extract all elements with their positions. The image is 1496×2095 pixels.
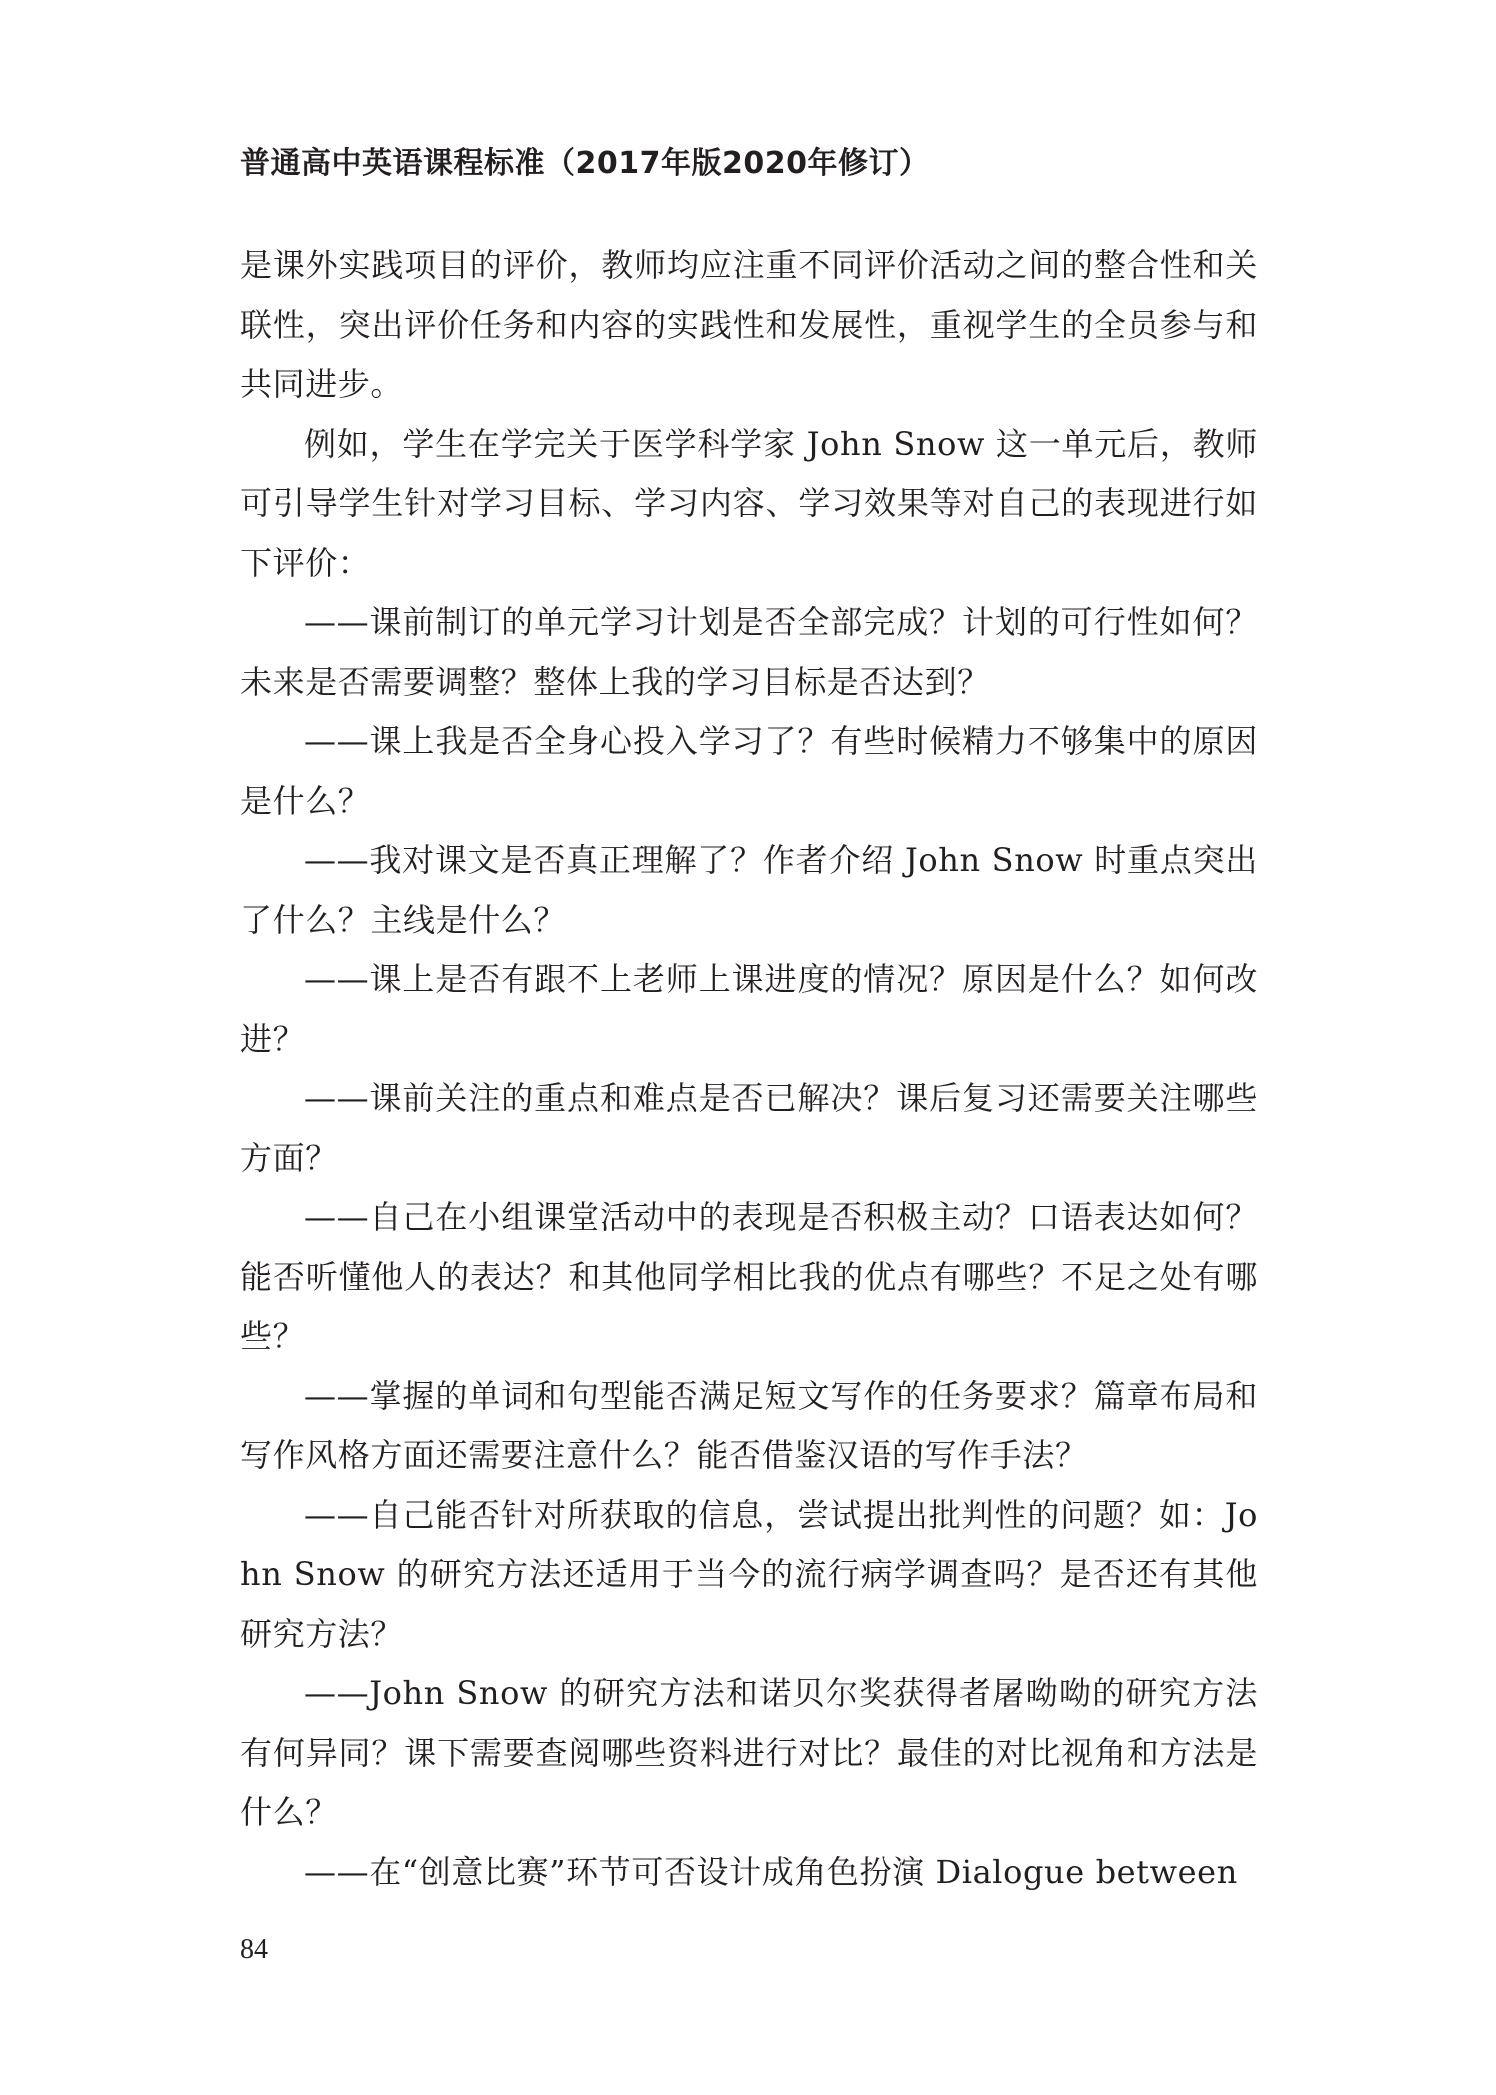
paragraph: 例如，学生在学完关于医学科学家 John Snow 这一单元后，教师可引导学生针对学习目标、学习内容、学习效果等对自己的表现进行如下评价：: [240, 424, 1258, 582]
running-header: 普通高中英语课程标准（2017年版2020年修订）: [240, 146, 930, 181]
paragraph: 是课外实践项目的评价，教师均应注重不同评价活动之间的整合性和关联性，突出评价任务和内容的实践性和发展性，重视学生的全员参与和共同进步。: [240, 246, 1258, 403]
question-item: ——掌握的单词和句型能否满足短文写作的任务要求？篇章布局和写作风格方面还需要注意什么？能否借鉴汉语的写作手法？: [240, 1376, 1258, 1474]
question-item: ——课前制订的单元学习计划是否全部完成？计划的可行性如何？未来是否需要调整？整体上我的学习目标是否达到？: [240, 603, 1258, 701]
question-item: ——在“创意比赛”环节可否设计成角色扮演 Dialogue between: [304, 1852, 1238, 1891]
question-item: ——课前关注的重点和难点是否已解决？课后复习还需要关注哪些方面？: [240, 1079, 1258, 1177]
page-number: 84: [240, 1934, 268, 1965]
body-text: [240, 236, 1258, 1902]
question-item: ——John Snow 的研究方法和诺贝尔奖获得者屠呦呦的研究方法有何异同？课下需要查阅哪些资料进行对比？最佳的对比视角和方法是什么？: [240, 1674, 1258, 1831]
question-item: ——我对课文是否真正理解了？作者介绍 John Snow 时重点突出了什么？主线是什么？: [240, 841, 1258, 939]
question-item: ——课上我是否全身心投入学习了？有些时候精力不够集中的原因是什么？: [240, 722, 1258, 820]
question-item: ——自己能否针对所获取的信息，尝试提出批判性的问题？如：John Snow 的研究方法还适用于当今的流行病学调查吗？是否还有其他研究方法？: [240, 1495, 1258, 1653]
question-item: ——课上是否有跟不上老师上课进度的情况？原因是什么？如何改进？: [240, 960, 1258, 1058]
question-item: ——自己在小组课堂活动中的表现是否积极主动？口语表达如何？能否听懂他人的表达？和其他同学相比我的优点有哪些？不足之处有哪些？: [240, 1198, 1258, 1355]
